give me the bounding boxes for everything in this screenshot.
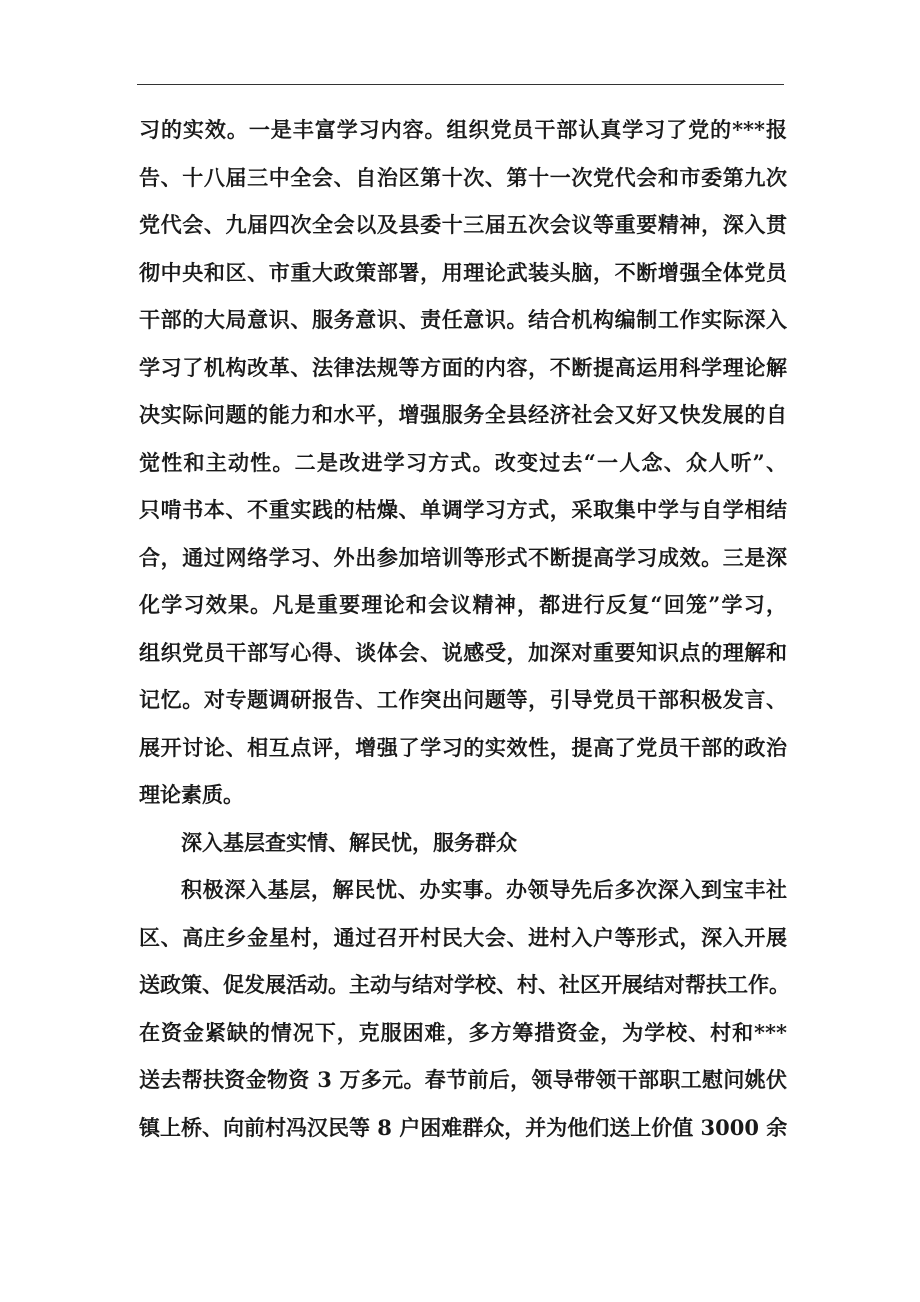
header-rule xyxy=(137,84,784,85)
text-line: 告、十八届三中全会、自治区第十次、第十一次党代会和市委第九次 xyxy=(139,164,787,190)
paragraph-study xyxy=(139,106,787,819)
text-line: 记忆。对专题调研报告、工作突出问题等，引导党员干部积极发言、 xyxy=(139,687,787,712)
document-body xyxy=(139,106,790,1151)
text-line: 觉性和主动性。二是改进学习方式。改变过去“一人念、众人听”、 xyxy=(139,449,787,475)
text-line: 彻中央和区、市重大政策部署，用理论武装头脑，不断增强全体党员 xyxy=(139,259,787,285)
text-line: 组织党员干部写心得、谈体会、说感受，加深对重要知识点的理解和 xyxy=(139,639,787,665)
text-line: 在资金紧缺的情况下，克服困难，多方筹措资金，为学校、村和*** xyxy=(139,1019,787,1045)
text-line: 干部的大局意识、服务意识、责任意识。结合机构编制工作实际深入 xyxy=(139,307,787,332)
text-line: 送去帮扶资金物资 3 万多元。春节前后，领导带领干部职工慰问姚伏 xyxy=(139,1067,787,1092)
text-line: 习的实效。一是丰富学习内容。组织党员干部认真学习了党的***报 xyxy=(139,117,787,142)
text-line: 党代会、九届四次全会以及县委十三届五次会议等重要精神，深入贯 xyxy=(139,212,787,237)
text-line: 展开讨论、相互点评，增强了学习的实效性，提高了党员干部的政治 xyxy=(139,734,787,760)
text-line: 镇上桥、向前村冯汉民等 8 户困难群众，并为他们送上价值 3000 余 xyxy=(139,1114,788,1140)
text-line: 化学习效果。凡是重要理论和会议精神，都进行反复“回笼”学习， xyxy=(139,592,787,617)
text-line: 只啃书本、不重实践的枯燥、单调学习方式，采取集中学与自学相结 xyxy=(139,497,787,522)
text-line: 理论素质。 xyxy=(139,782,244,807)
section-heading xyxy=(139,819,787,867)
text-line: 积极深入基层，解民忧、办实事。办领导先后多次深入到宝丰社 xyxy=(181,877,787,902)
paragraph-grassroots xyxy=(139,866,790,1151)
heading-line: 深入基层查实情、解民忧，服务群众 xyxy=(181,829,517,855)
text-line: 决实际问题的能力和水平，增强服务全县经济社会又好又快发展的自 xyxy=(139,402,787,427)
text-line: 区、高庄乡金星村，通过召开村民大会、进村入户等形式，深入开展 xyxy=(139,924,787,950)
text-line: 送政策、促发展活动。主动与结对学校、村、社区开展结对帮扶工作。 xyxy=(139,972,790,997)
text-line: 合，通过网络学习、外出参加培训等形式不断提高学习成效。三是深 xyxy=(139,544,787,570)
text-line: 学习了机构改革、法律法规等方面的内容，不断提高运用科学理论解 xyxy=(139,354,787,380)
